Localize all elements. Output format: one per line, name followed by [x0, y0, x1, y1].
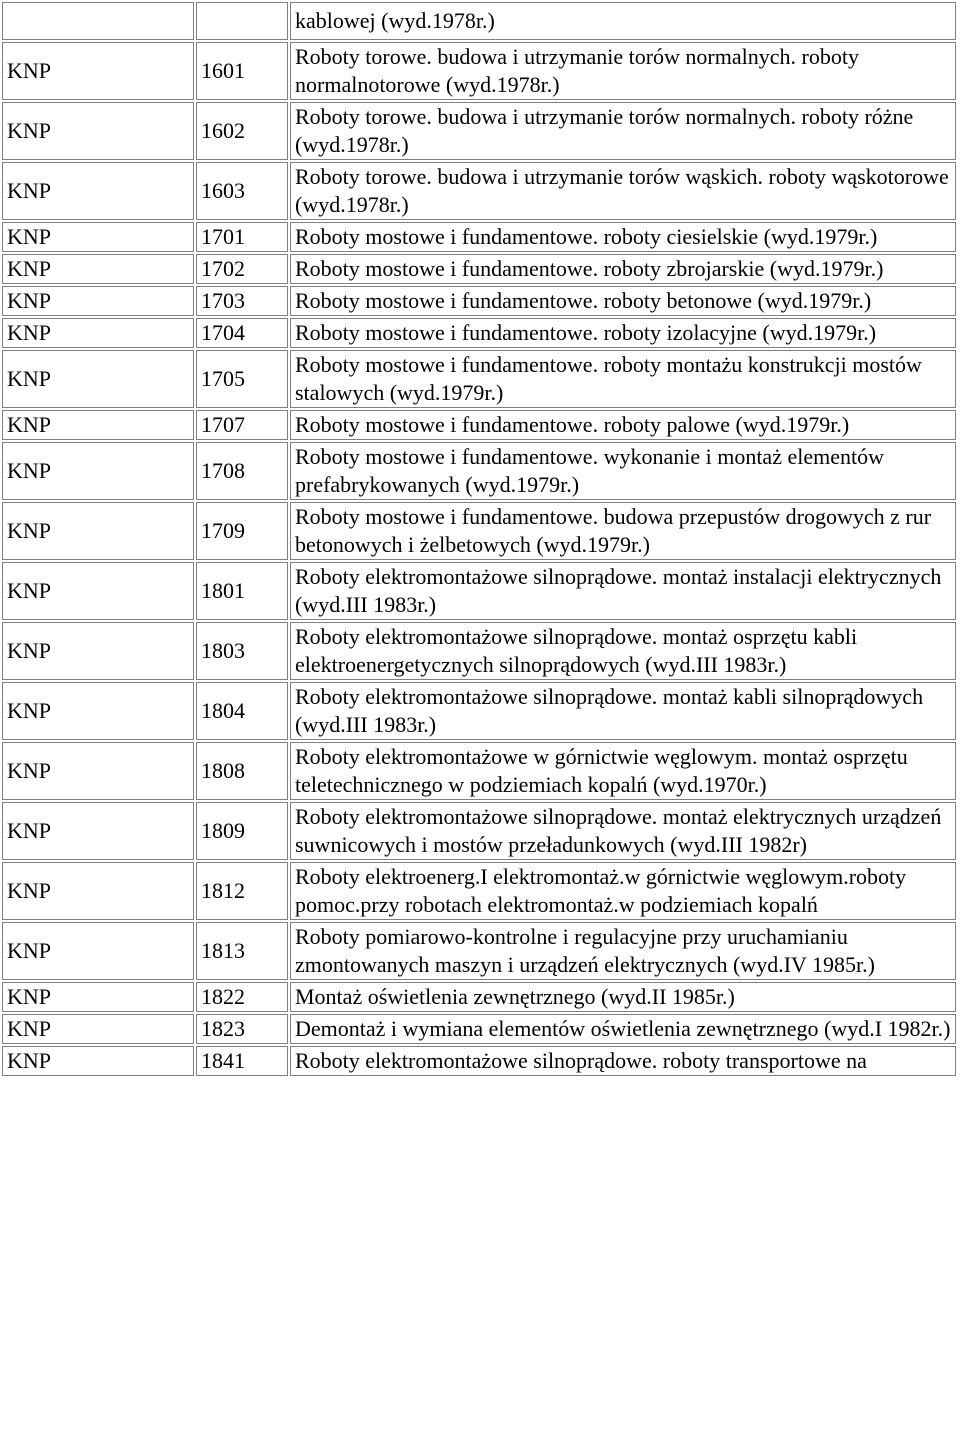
- catalog-prefix: KNP: [2, 1046, 194, 1076]
- catalog-description: Roboty elektromontażowe silnoprądowe. montaż elektrycznych urządzeń suwnicowych i mostów przeładunkowych (wyd.III 1982r): [290, 802, 956, 860]
- catalog-prefix: KNP: [2, 1014, 194, 1044]
- catalog-prefix: KNP: [2, 562, 194, 620]
- catalog-description: Roboty mostowe i fundamentowe. roboty betonowe (wyd.1979r.): [290, 286, 956, 316]
- table-row: [2, 286, 956, 316]
- catalog-number: [196, 2, 288, 40]
- catalog-prefix: KNP: [2, 442, 194, 500]
- catalog-description: Roboty mostowe i fundamentowe. roboty izolacyjne (wyd.1979r.): [290, 318, 956, 348]
- catalog-number: 1809: [196, 802, 288, 860]
- catalog-prefix: KNP: [2, 922, 194, 980]
- table-row: [2, 102, 956, 160]
- catalog-prefix: KNP: [2, 162, 194, 220]
- catalog-description: Roboty mostowe i fundamentowe. roboty montażu konstrukcji mostów stalowych (wyd.1979r.): [290, 350, 956, 408]
- catalog-description: Roboty elektromontażowe silnoprądowe. montaż kabli silnoprądowych (wyd.III 1983r.): [290, 682, 956, 740]
- catalog-description: Roboty mostowe i fundamentowe. budowa przepustów drogowych z rur betonowych i żelbetowych (wyd.1979r.): [290, 502, 956, 560]
- catalog-number: 1803: [196, 622, 288, 680]
- table-row: [2, 2, 956, 40]
- catalog-prefix: KNP: [2, 318, 194, 348]
- table-row: [2, 562, 956, 620]
- catalog-prefix: KNP: [2, 742, 194, 800]
- catalog-prefix: KNP: [2, 502, 194, 560]
- catalog-description: Roboty elektromontażowe silnoprądowe. montaż osprzętu kabli elektroenergetycznych silnoprądowych (wyd.III 1983r.): [290, 622, 956, 680]
- catalog-number: 1808: [196, 742, 288, 800]
- table-row: [2, 1014, 956, 1044]
- table-row: [2, 982, 956, 1012]
- catalog-prefix: KNP: [2, 350, 194, 408]
- catalog-description: Demontaż i wymiana elementów oświetlenia zewnętrznego (wyd.I 1982r.): [290, 1014, 956, 1044]
- table-row: [2, 742, 956, 800]
- catalog-number: 1704: [196, 318, 288, 348]
- catalog-prefix: [2, 2, 194, 40]
- catalog-description: Roboty mostowe i fundamentowe. wykonanie i montaż elementów prefabrykowanych (wyd.1979r.): [290, 442, 956, 500]
- catalog-prefix: KNP: [2, 286, 194, 316]
- catalog-number: 1603: [196, 162, 288, 220]
- catalog-number: 1701: [196, 222, 288, 252]
- table-row: [2, 350, 956, 408]
- catalog-number: 1812: [196, 862, 288, 920]
- catalog-prefix: KNP: [2, 254, 194, 284]
- catalog-number: 1822: [196, 982, 288, 1012]
- catalog-number: 1708: [196, 442, 288, 500]
- table-row: [2, 410, 956, 440]
- catalog-description: Roboty pomiarowo-kontrolne i regulacyjne przy uruchamianiu zmontowanych maszyn i urządzeń elektrycznych (wyd.IV 1985r.): [290, 922, 956, 980]
- catalog-description: Roboty elektromontażowe silnoprądowe. roboty transportowe na: [290, 1046, 956, 1076]
- catalog-number: 1709: [196, 502, 288, 560]
- catalog-number: 1707: [196, 410, 288, 440]
- catalog-prefix: KNP: [2, 622, 194, 680]
- table-row: [2, 622, 956, 680]
- catalog-description: kablowej (wyd.1978r.): [290, 2, 956, 40]
- catalog-number: 1702: [196, 254, 288, 284]
- catalog-prefix: KNP: [2, 982, 194, 1012]
- catalog-description: Roboty elektromontażowe w górnictwie węglowym. montaż osprzętu teletechnicznego w podziemiach kopalń (wyd.1970r.): [290, 742, 956, 800]
- catalog-prefix: KNP: [2, 102, 194, 160]
- catalog-description: Roboty torowe. budowa i utrzymanie torów wąskich. roboty wąskotorowe (wyd.1978r.): [290, 162, 956, 220]
- table-row: [2, 442, 956, 500]
- table-row: [2, 502, 956, 560]
- catalog-prefix: KNP: [2, 42, 194, 100]
- table-row: [2, 1046, 956, 1076]
- catalog-description: Roboty mostowe i fundamentowe. roboty zbrojarskie (wyd.1979r.): [290, 254, 956, 284]
- catalog-number: 1703: [196, 286, 288, 316]
- catalog-description: Roboty torowe. budowa i utrzymanie torów normalnych. roboty normalnotorowe (wyd.1978r.): [290, 42, 956, 100]
- catalog-description: Roboty mostowe i fundamentowe. roboty ciesielskie (wyd.1979r.): [290, 222, 956, 252]
- catalog-prefix: KNP: [2, 862, 194, 920]
- catalog-description: Montaż oświetlenia zewnętrznego (wyd.II 1985r.): [290, 982, 956, 1012]
- catalog-number: 1813: [196, 922, 288, 980]
- catalog-number: 1602: [196, 102, 288, 160]
- catalog-number: 1801: [196, 562, 288, 620]
- catalog-prefix: KNP: [2, 410, 194, 440]
- catalog-prefix: KNP: [2, 222, 194, 252]
- catalog-description: Roboty mostowe i fundamentowe. roboty palowe (wyd.1979r.): [290, 410, 956, 440]
- table-row: [2, 222, 956, 252]
- table-row: [2, 682, 956, 740]
- table-row: [2, 862, 956, 920]
- catalog-description: Roboty elektromontażowe silnoprądowe. montaż instalacji elektrycznych (wyd.III 1983r.): [290, 562, 956, 620]
- table-row: [2, 802, 956, 860]
- catalog-prefix: KNP: [2, 682, 194, 740]
- table-row: [2, 254, 956, 284]
- catalog-number: 1705: [196, 350, 288, 408]
- catalog-table-body: [2, 2, 956, 1076]
- table-row: [2, 318, 956, 348]
- catalog-number: 1804: [196, 682, 288, 740]
- catalog-number: 1841: [196, 1046, 288, 1076]
- catalog-description: Roboty elektroenerg.I elektromontaż.w górnictwie węglowym.roboty pomoc.przy robotach elektromontaż.w podziemiach kopalń: [290, 862, 956, 920]
- catalog-number: 1823: [196, 1014, 288, 1044]
- table-row: [2, 42, 956, 100]
- catalog-prefix: KNP: [2, 802, 194, 860]
- catalog-description: Roboty torowe. budowa i utrzymanie torów normalnych. roboty różne (wyd.1978r.): [290, 102, 956, 160]
- table-row: [2, 922, 956, 980]
- catalog-number: 1601: [196, 42, 288, 100]
- table-row: [2, 162, 956, 220]
